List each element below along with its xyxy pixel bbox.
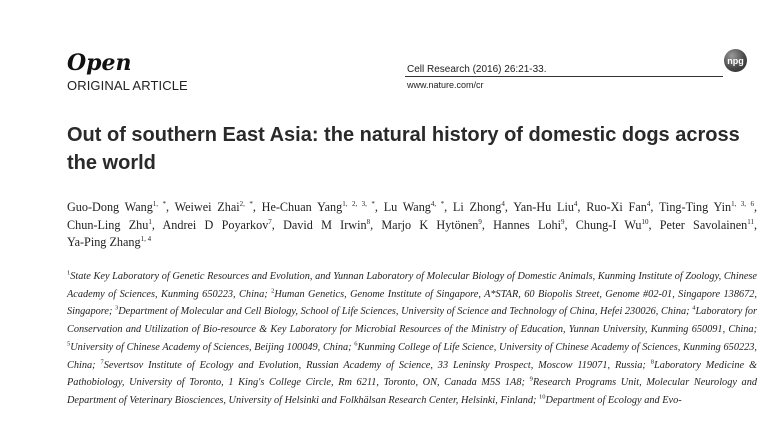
author-name-text: Weiwei Zhai	[174, 200, 240, 214]
affiliation-entry	[67, 342, 352, 353]
author-name	[262, 200, 375, 214]
affiliation-entry	[539, 395, 682, 406]
affiliation-text: Department of Molecular and Cell Biology, School of Life Sciences, University of Science and Technology of China, Hefei 230026, China;	[118, 306, 690, 318]
affiliation-number: 3	[115, 304, 119, 312]
author-affiliation-marker: 4	[573, 199, 578, 208]
affiliation-number: 7	[100, 358, 104, 366]
author-affiliation-marker: 4, *	[430, 199, 445, 208]
affiliation-text: Laboratory Medicine & Pathobiology, University of Toronto, 1 King's College Circle, Rm 6211, Toronto, ON, Canada M5S 1A8;	[67, 359, 757, 389]
affiliation-number: 1	[67, 269, 71, 277]
affiliation-text: Research Programs Unit, Molecular Neurology and Department of Veterinary Biosciences, University of Helsinki and Folkhälsan Research Center, Helsinki, Finland;	[67, 377, 758, 406]
author-name-text: He-Chuan Yang	[261, 200, 343, 214]
affiliation-text: Human Genetics, Genome Institute of Singapore, A*STAR, 60 Biopolis Street, Genome #02-01, Singapore 138672, Singapore;	[67, 288, 758, 318]
affiliation-entry	[101, 360, 646, 371]
author-name-text: Marjo K Hytönen	[381, 217, 479, 232]
author-name-text: Peter Savolainen	[659, 217, 748, 232]
npg-logo-icon: npg	[724, 49, 747, 72]
affiliation-number: 2	[271, 287, 275, 295]
author-name-text: Lu Wang	[383, 200, 431, 214]
author-name	[513, 200, 577, 214]
affiliation-text: University of Chinese Academy of Sciences, Beijing 100049, China;	[70, 341, 352, 353]
author-name	[67, 235, 151, 249]
author-name-text: Chung-I Wu	[575, 217, 642, 232]
affiliation-text: Kunming College of Life Science, University of Chinese Academy of Sciences, Kunming 650223, China;	[67, 341, 757, 371]
author-name	[576, 218, 649, 232]
author-name	[381, 218, 482, 232]
affiliation-number: 10	[539, 393, 546, 401]
affiliation-number: 6	[354, 340, 358, 348]
journal-reference: Cell Research (2016) 26:21-33.	[407, 64, 547, 75]
author-name	[67, 218, 152, 232]
author-affiliation-marker: 7	[268, 217, 272, 226]
author-name-text: Andrei D Poyarkov	[162, 217, 269, 232]
author-name-text: Chun-Ling Zhu	[67, 217, 149, 232]
author-name-text: Guo-Dong Wang	[67, 200, 153, 214]
author-name	[660, 218, 754, 232]
author-list: Guo-Dong Wang$^{1, *}$, Weiwei Zhai$^{2, *}$, He-Chuan Yang$^{1, 2, 3, *}$, Lu Wang$^{4, *}$, Li Zhong$^4$, Yan-Hu Liu$^4$, Ruo-Xi Fan$^4$, Ting-Ting Yin$^{1, 3, 6}$, Chun-Ling Zhu$^1$, Andrei D Poyarkov$^7$, David M Irwin$^8$, Marjo K Hytönen$^9$, Hannes Lohi$^9$, Chung-I Wu$^{10}$, Peter Savolainen$^{11}$, Ya-Ping Zhang$^{1, 4}$	[67, 199, 758, 249]
author-affiliation-marker: 11	[747, 217, 754, 226]
author-name	[283, 218, 370, 232]
author-name	[175, 200, 253, 214]
author-name	[453, 200, 505, 214]
author-name-text: Yan-Hu Liu	[513, 200, 574, 214]
author-name	[67, 200, 166, 214]
author-affiliation-marker: 4	[646, 199, 651, 208]
author-name-text: Li Zhong	[452, 200, 502, 214]
author-name-text: Ya-Ping Zhang	[67, 235, 141, 249]
affiliation-number: 9	[529, 375, 533, 383]
author-affiliation-marker: 1	[148, 217, 152, 226]
author-name	[162, 218, 271, 232]
author-affiliation-marker: 2, *	[239, 199, 253, 208]
author-affiliation-marker: 1, 4	[140, 234, 152, 243]
author-name-text: Ruo-Xi Fan	[586, 200, 647, 214]
affiliation-number: 5	[67, 340, 71, 348]
author-name-text: David M Irwin	[283, 217, 367, 232]
author-affiliation-marker: 1, 2, 3, *	[342, 199, 375, 208]
journal-url[interactable]: www.nature.com/cr	[407, 80, 484, 90]
author-name	[659, 200, 754, 214]
affiliation-text: Department of Ecology and Evo-	[545, 394, 682, 406]
author-affiliation-marker: 10	[641, 217, 649, 226]
header-divider	[405, 76, 723, 77]
affiliation-text: Laboratory for Conservation and Utilization of Bio-resource & Key Laboratory for Microbial Resources of the Ministry of Education, Yunnan University, Kunming 650091, China;	[67, 306, 757, 336]
author-name	[586, 200, 650, 214]
affiliation-text: State Key Laboratory of Genetic Resources and Evolution, and Yunnan Laboratory of Molecular Biology of Domestic Animals, Kunming Institute of Zoology, Chinese Academy of Sciences, Kunming 650223, China;	[67, 271, 757, 300]
affiliation-number: 8	[650, 358, 654, 366]
affiliation-entry	[115, 306, 690, 317]
affiliation-text: Severtsov Institute of Ecology and Evolution, Russian Academy of Science, 33 Leninsky Prospect, Moscow 119071, Russia;	[103, 359, 646, 371]
author-affiliation-marker: 9	[560, 217, 565, 226]
article-title: Out of southern East Asia: the natural history of domestic dogs across the world	[67, 124, 740, 174]
open-access-label: Open	[67, 50, 132, 76]
author-affiliation-marker: 1, *	[152, 199, 167, 208]
author-name-text: Ting-Ting Yin	[658, 200, 732, 214]
author-affiliation-marker: 1, 3, 6	[731, 199, 755, 208]
affiliation-number: 4	[692, 304, 696, 312]
author-affiliation-marker: 9	[478, 217, 482, 226]
author-name-text: Hannes Lohi	[493, 217, 561, 232]
affiliation-list	[67, 268, 757, 410]
author-affiliation-marker: 8	[366, 217, 371, 226]
author-name	[384, 200, 444, 214]
article-type: ORIGINAL ARTICLE	[67, 78, 188, 93]
author-affiliation-marker: 4	[501, 199, 505, 208]
author-name	[493, 218, 564, 232]
